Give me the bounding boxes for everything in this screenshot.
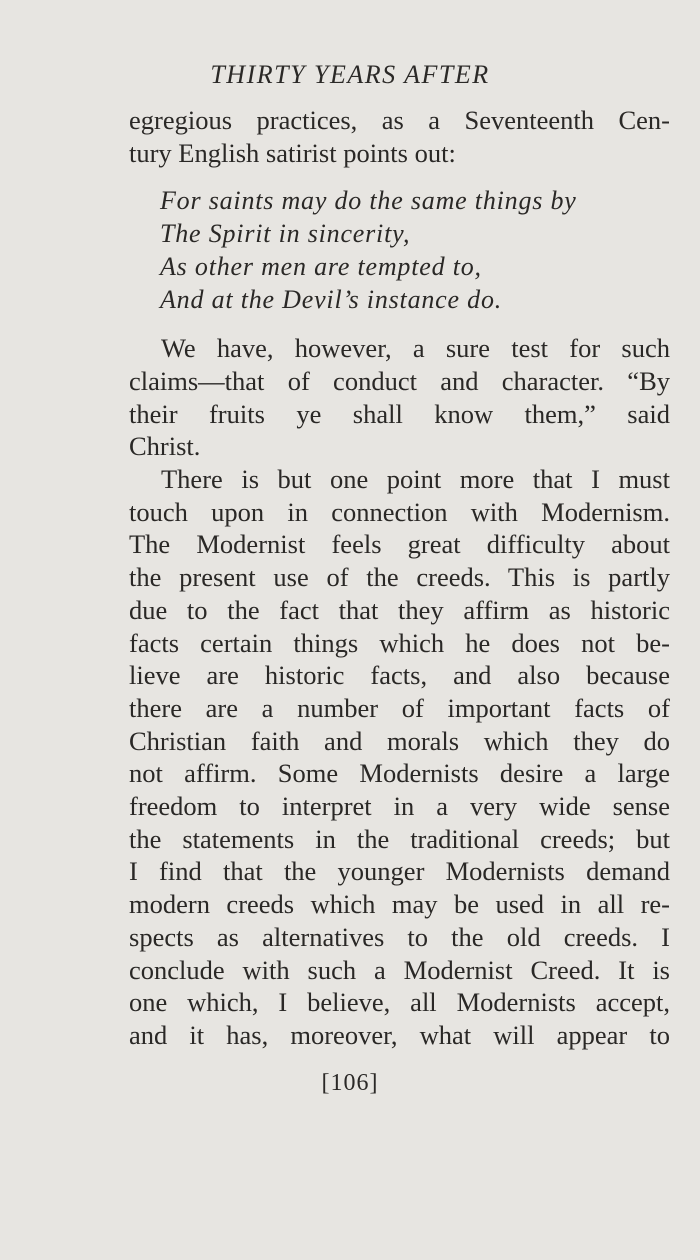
- verse-line: As other men are tempted to,: [160, 251, 482, 281]
- text-line: There is but one point more that I must: [161, 464, 670, 495]
- text-line: their fruits ye shall know them,” said: [129, 398, 670, 429]
- paragraph: [129, 463, 670, 1052]
- text-line: lieve are historic facts, and also because: [129, 660, 670, 691]
- text-line: due to the fact that they affirm as historic: [129, 594, 670, 625]
- text-line: conclude with such a Modernist Creed. It is: [129, 954, 670, 985]
- text-line: tury English satirist points out:: [129, 137, 456, 168]
- text-line: Christ.: [129, 431, 201, 462]
- text-line: We have, however, a sure test for such: [161, 333, 670, 364]
- text-line: and it has, moreover, what will appear to: [129, 1019, 670, 1050]
- verse-quotation: [129, 185, 670, 316]
- page-number: [106]: [321, 1070, 379, 1096]
- text-line: egregious practices, as a Seventeenth Cen-: [129, 105, 670, 135]
- text-line: Christian faith and morals which they do: [129, 725, 670, 756]
- text-line: spects as alternatives to the old creeds. I: [129, 921, 670, 952]
- text-line: there are a number of important facts of: [129, 692, 670, 723]
- verse-line: The Spirit in sincerity,: [160, 219, 411, 249]
- text-line: claims—that of conduct and character. “By: [129, 365, 670, 396]
- body-text: [129, 104, 670, 1052]
- verse-line: For saints may do the same things by: [160, 186, 577, 216]
- text-line: modern creeds which may be used in all re-: [129, 889, 670, 920]
- text-line: The Modernist feels great difficulty about: [129, 529, 670, 560]
- spacer: [129, 316, 670, 332]
- verse-line: And at the Devil’s instance do.: [160, 284, 503, 314]
- text-line: the statements in the traditional creeds; but: [129, 823, 670, 854]
- running-head: THIRTY YEARS AFTER: [210, 60, 490, 89]
- text-line: I find that the younger Modernists demand: [129, 856, 670, 887]
- text-line: one which, I believe, all Modernists accept,: [129, 987, 670, 1018]
- text-line: freedom to interpret in a very wide sense: [129, 791, 670, 822]
- text-line: the present use of the creeds. This is partly: [129, 562, 670, 593]
- paragraph: [129, 332, 670, 463]
- text-line: touch upon in connection with Modernism.: [129, 496, 670, 527]
- spacer: [129, 169, 670, 185]
- text-line: not affirm. Some Modernists desire a large: [129, 758, 670, 789]
- text-line: facts certain things which he does not be-: [129, 627, 670, 658]
